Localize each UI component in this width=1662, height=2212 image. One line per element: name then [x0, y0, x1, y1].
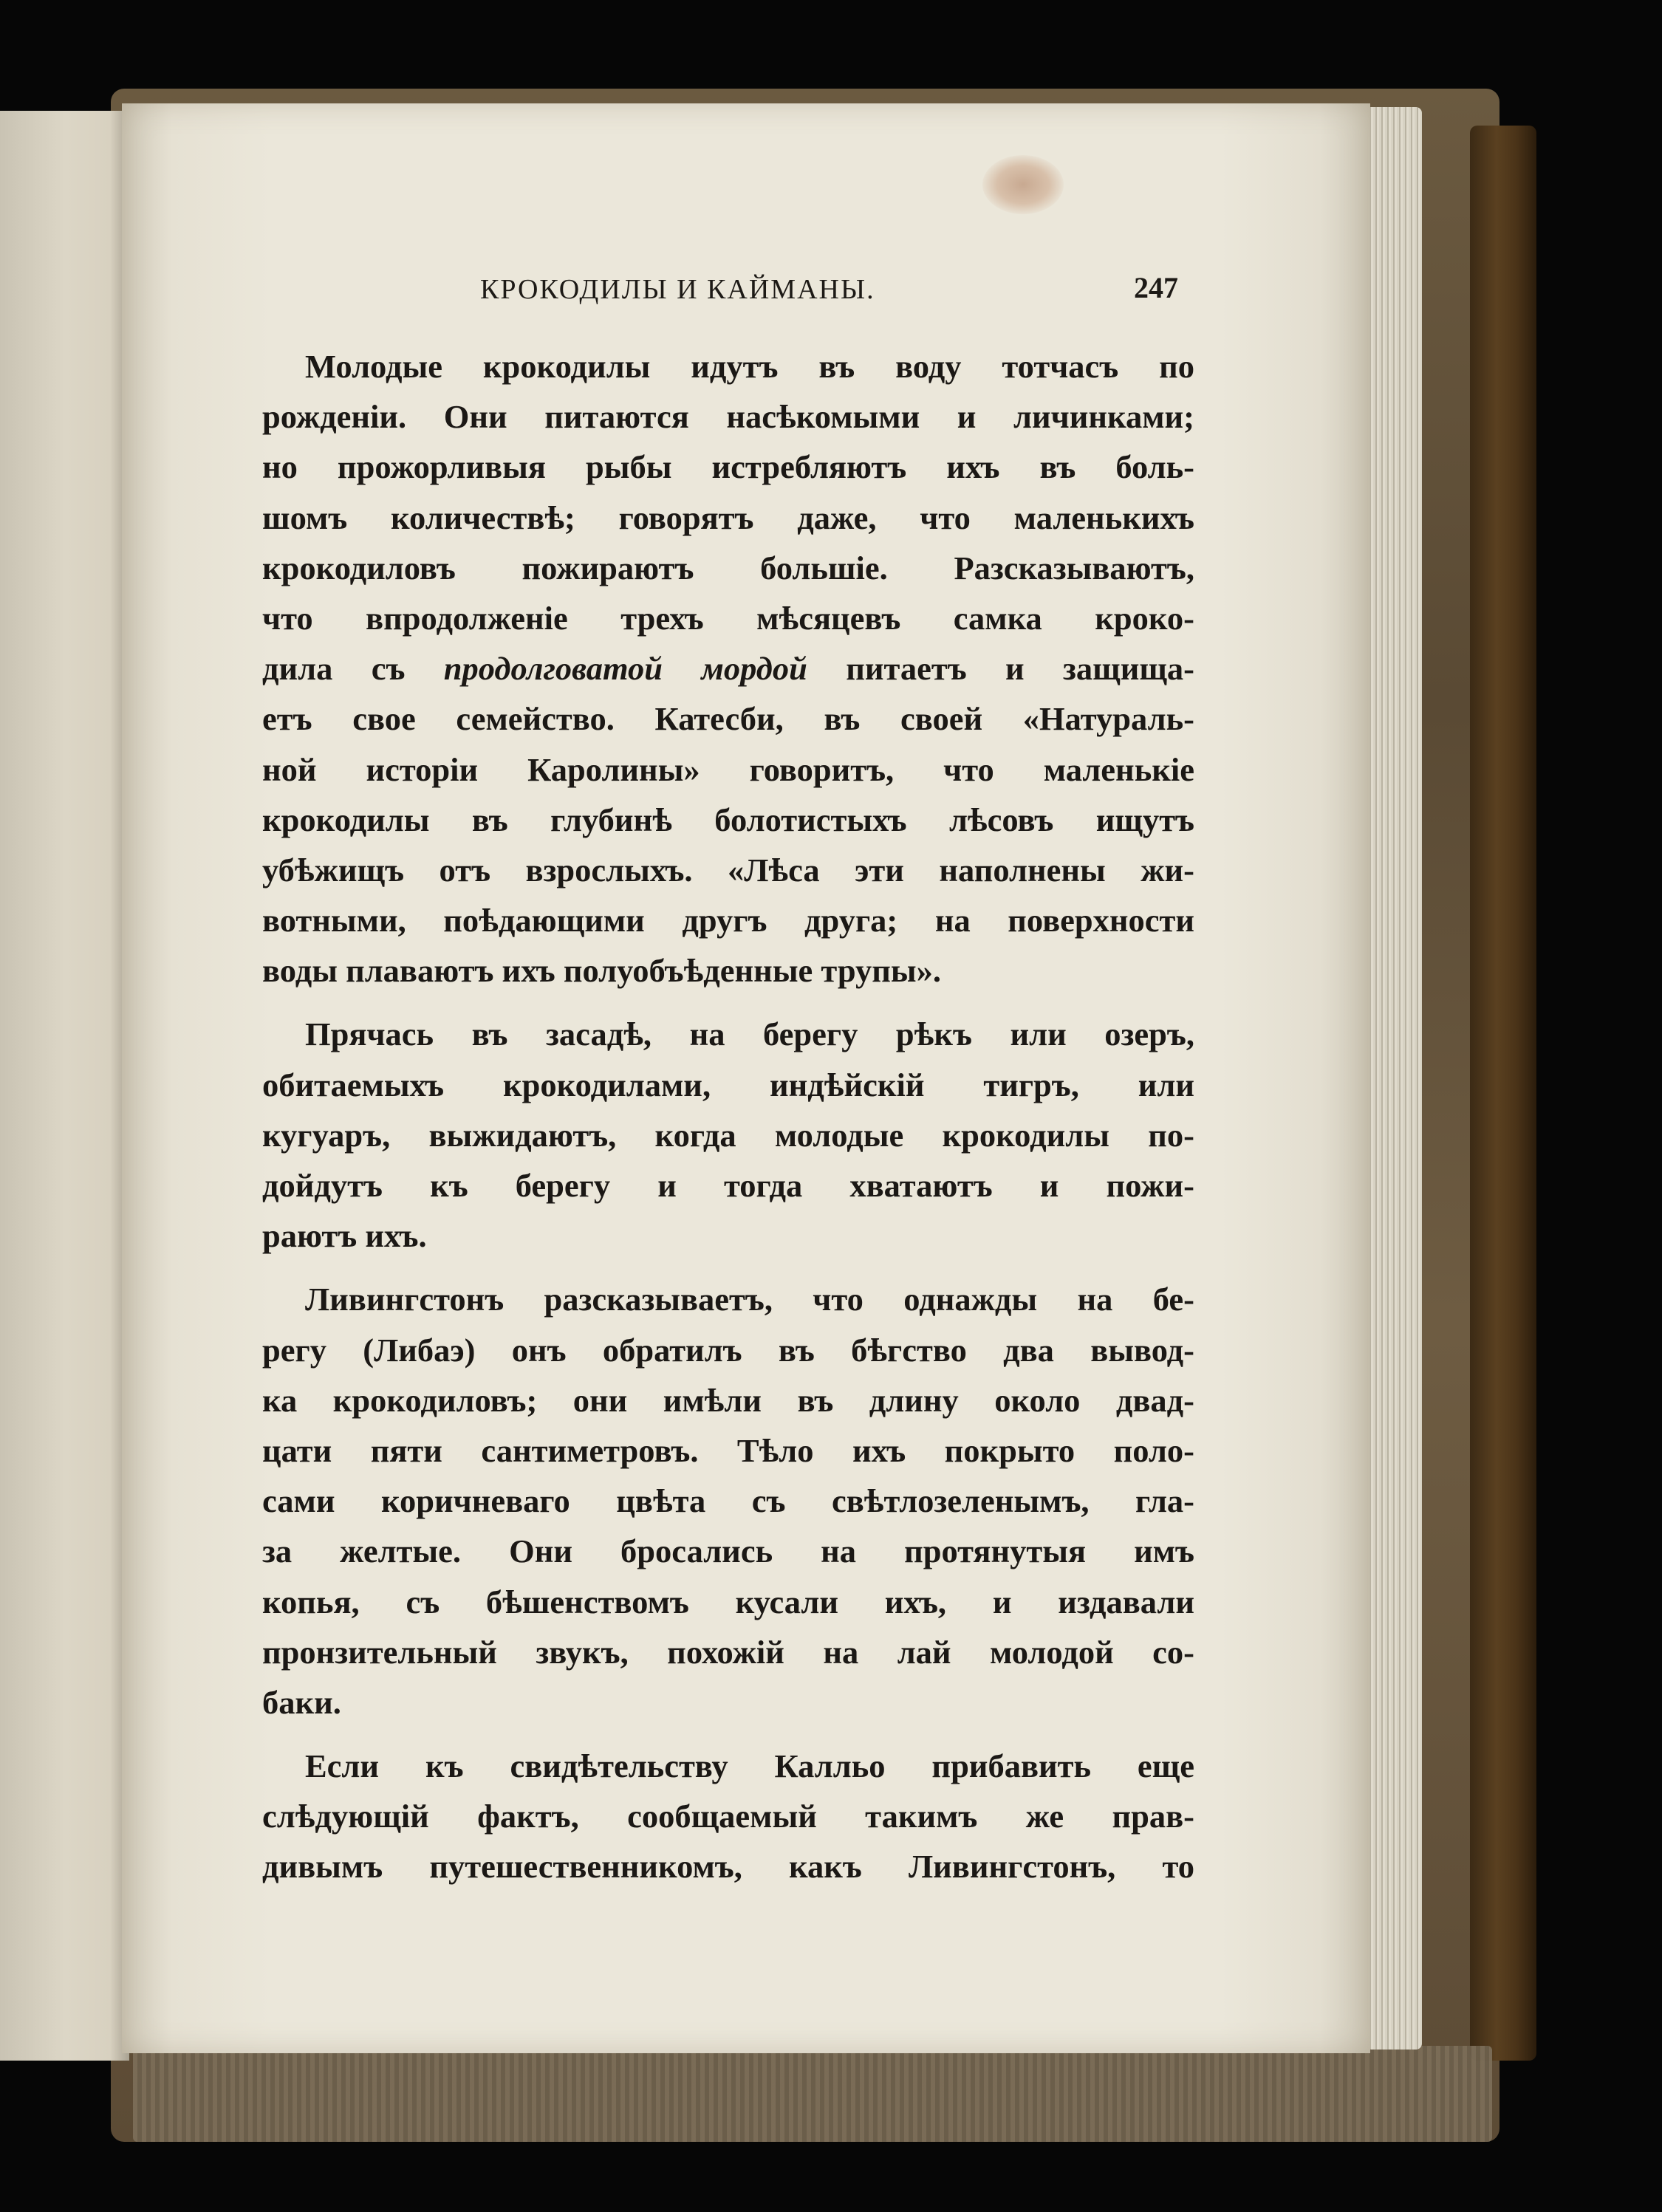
text-line: баки.	[262, 1683, 341, 1721]
cloth-binding	[133, 2046, 1492, 2142]
text-line: дойдутъ къ берегу и тогда хватаютъ и пожи-	[262, 1167, 1194, 1204]
text-line: обитаемыхъ крокодилами, индѣйскій тигръ, или	[262, 1066, 1194, 1103]
text-line: етъ свое семейство. Катесби, въ своей «Натураль-	[262, 700, 1194, 738]
paragraph	[262, 1741, 1194, 1892]
running-head-title: КРОКОДИЛЫ И КАЙМАНЫ.	[480, 274, 875, 305]
text-line: ной исторіи Каролины» говоритъ, что маленькіе	[262, 750, 1194, 788]
text-line: раютъ ихъ.	[262, 1217, 427, 1255]
text-line: воды плаваютъ ихъ полуобъѣденные трупы».	[262, 952, 942, 990]
running-head	[473, 273, 1197, 318]
text-line: что впродолженіе трехъ мѣсяцевъ самка кроко-	[262, 599, 1194, 637]
paragraph	[262, 1009, 1194, 1261]
left-page-edge	[0, 111, 129, 2061]
text-line: убѣжищъ отъ взрослыхъ. «Лѣса эти наполнены жи-	[262, 851, 1194, 888]
text-line: вотными, поѣдающими другъ друга; на поверхности	[262, 902, 1194, 939]
text-line: Если къ свидѣтельству Калльо прибавить еще	[305, 1747, 1194, 1785]
italic-fragment: продолговатой мордой	[443, 650, 807, 688]
text-line: Прячась въ засадѣ, на берегу рѣкъ или озеръ,	[305, 1016, 1194, 1053]
text-line: дивымъ путешественникомъ, какъ Ливингстонъ, то	[262, 1848, 1194, 1886]
text-line: сами коричневаго цвѣта съ свѣтлозеленымъ, гла-	[262, 1482, 1194, 1520]
text-line: но прожорливыя рыбы истребляютъ ихъ въ боль-	[262, 448, 1194, 486]
text-line: Ливингстонъ разсказываетъ, что однажды на бе-	[305, 1281, 1194, 1318]
text-line: цати пяти сантиметровъ. Тѣло ихъ покрыто поло-	[262, 1431, 1194, 1469]
spine-edge	[1470, 126, 1536, 2061]
paragraph	[262, 1274, 1194, 1728]
paragraph	[262, 341, 1194, 996]
text-line: шомъ количествѣ; говорятъ даже, что маленькихъ	[262, 499, 1194, 536]
body-text	[262, 341, 1194, 1892]
text-line: ка крокодиловъ; они имѣли въ длину около двад-	[262, 1381, 1194, 1419]
text-line: за желтые. Они бросались на протянутыя имъ	[262, 1533, 1194, 1570]
text-line: крокодиловъ пожираютъ большіе. Разсказываютъ,	[262, 549, 1194, 586]
text-line: слѣдующій фактъ, сообщаемый такимъ же прав-	[262, 1798, 1194, 1835]
text-line: Молодые крокодилы идутъ въ воду тотчасъ по	[305, 348, 1194, 385]
page-number: 247	[1134, 271, 1178, 304]
text-line: крокодилы въ глубинѣ болотистыхъ лѣсовъ ищутъ	[262, 801, 1194, 838]
text-line: копья, съ бѣшенствомъ кусали ихъ, и издавали	[262, 1583, 1194, 1620]
text-fragment: дила съ	[262, 650, 444, 688]
text-line: пронзительный звукъ, похожій на лай молодой со-	[262, 1633, 1194, 1671]
text-fragment: питаетъ и защища-	[807, 650, 1194, 688]
text-line: кугуаръ, выжидаютъ, когда молодые крокодилы по-	[262, 1116, 1194, 1154]
text-line: рожденіи. Они питаются насѣкомыми и личинками;	[262, 398, 1194, 436]
text-line	[262, 643, 1194, 694]
text-line: регу (Либаэ) онъ обратилъ въ бѣгство два вывод-	[262, 1331, 1194, 1369]
foxing-stain	[982, 155, 1064, 214]
